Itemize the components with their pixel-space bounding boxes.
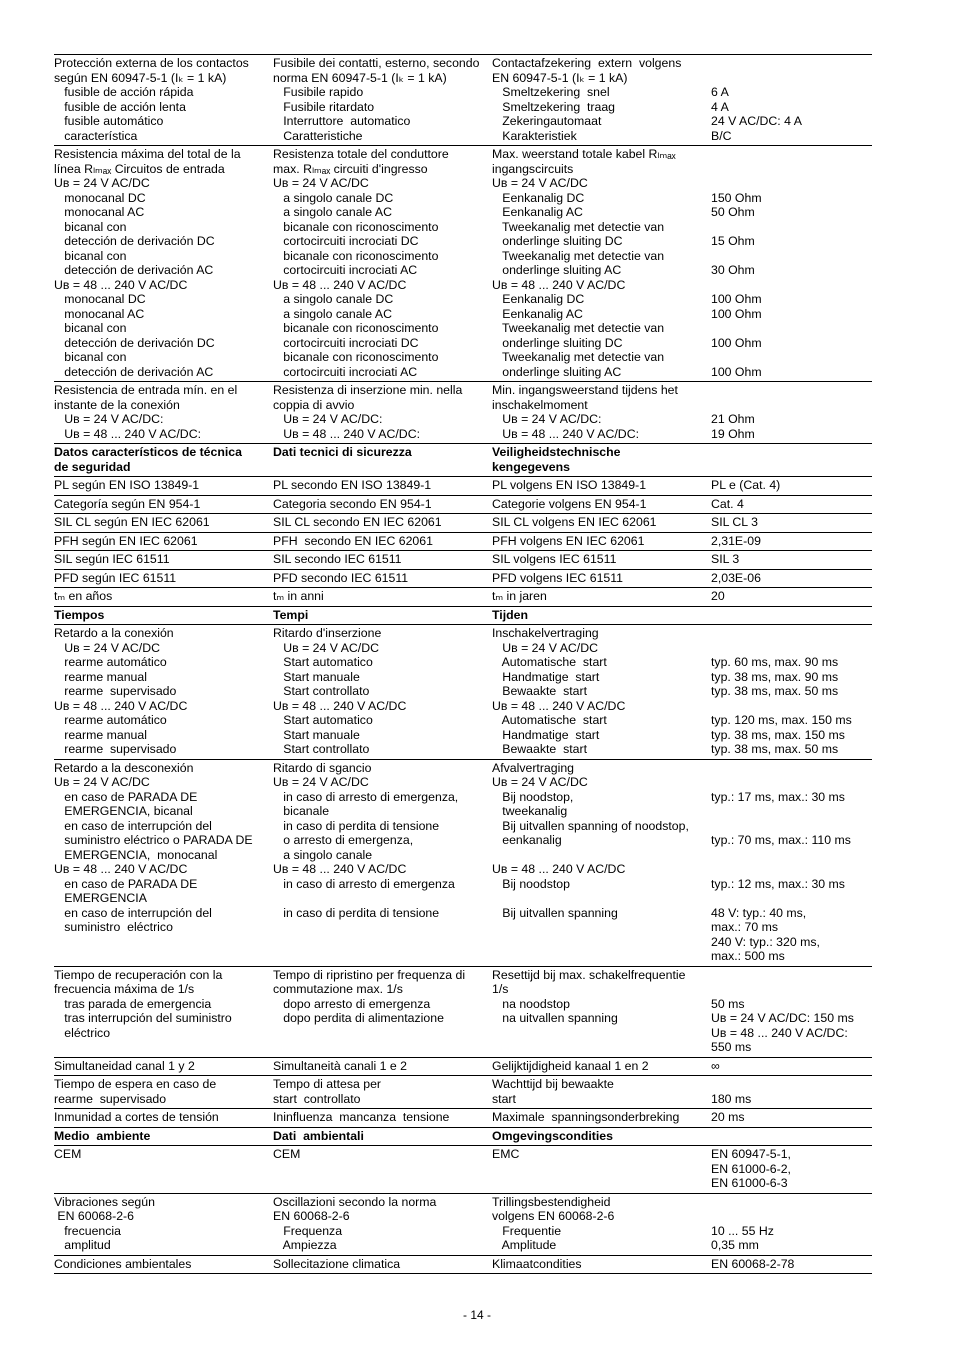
spec-row xyxy=(54,588,872,607)
value-cell: 21 Ohm 19 Ohm xyxy=(711,412,755,441)
italian-cell: PFD secondo IEC 61511 xyxy=(273,570,409,585)
spanish-cell: Vibraciones según EN 60068-2-6 frecuencia amplitud xyxy=(54,1194,155,1252)
value-cell: typ.: 17 ms, max.: 30 ms typ.: 70 ms, max.: 110 ms typ.: 12 ms, max.: 30 ms 48 V: typ.: 40 ms, max.: 70 ms 240 V: typ.: 320 ms, max.: 500 ms xyxy=(711,789,851,963)
dutch-cell: SIL CL volgens EN IEC 62061 xyxy=(492,515,657,529)
spanish-cell: Protección externa de los contactos según EN 60947-5-1 (Iₖ = 1 kA) fusible de acción rápida fusible de acción lenta fusible automático característica xyxy=(54,56,249,143)
italian-cell: PL secondo EN ISO 13849-1 xyxy=(273,478,432,492)
dutch-cell: EMC xyxy=(492,1147,520,1161)
spec-row xyxy=(54,1194,872,1256)
spec-row xyxy=(54,477,872,496)
italian-cell: Simultaneità canali 1 e 2 xyxy=(273,1058,407,1073)
spec-row xyxy=(54,1076,872,1109)
value-cell xyxy=(711,445,872,474)
value-cell: 20 ms xyxy=(711,1110,745,1124)
spec-table xyxy=(54,54,872,1274)
italian-cell: Ininfluenza mancanza tensione xyxy=(273,1110,450,1124)
value-cell: 180 ms xyxy=(711,1091,752,1106)
spanish-cell: PL según EN ISO 13849-1 xyxy=(54,478,200,492)
italian-cell: Dati tecnici di sicurezza xyxy=(273,445,412,459)
spanish-cell: Tiempos xyxy=(54,607,105,622)
dutch-cell: Trillingsbestendigheid volgens EN 60068-2-6 Frequentie Amplitude xyxy=(492,1194,615,1252)
spanish-cell: Categoría según EN 954-1 xyxy=(54,496,201,511)
value-cell: 6 A 4 A 24 V AC/DC: 4 A B/C xyxy=(711,85,802,143)
dutch-cell: Contactafzekering extern volgens EN 60947-5-1 (Iₖ = 1 kA) Smeltzekering snel Smeltzekering traag Zekeringautomaat Karakteristiek xyxy=(492,56,682,143)
value-cell: SIL CL 3 xyxy=(711,515,758,529)
value-cell: 10 ... 55 Hz 0,35 mm xyxy=(711,1223,774,1252)
spanish-cell: Retardo a la conexión Uʙ = 24 V AC/DC rearme automático rearme manual rearme supervisado Uʙ = 48 ... 240 V AC/DC rearme automático rearme manual rearme supervisado xyxy=(54,626,188,756)
spanish-cell: Medio ambiente xyxy=(54,1128,151,1143)
dutch-cell: PFD volgens IEC 61511 xyxy=(492,570,624,585)
spanish-cell: tₘ en años xyxy=(54,589,113,603)
italian-cell: Ritardo di sgancio Uʙ = 24 V AC/DC in caso di arresto di emergenza, bicanale in caso di perdita di tensione o arresto di emergenza, a singolo canale Uʙ = 48 ... 240 V AC/DC in caso di arresto di emergenza in caso di perdita di tensione xyxy=(273,760,459,920)
spec-row xyxy=(54,1058,872,1077)
value-cell xyxy=(711,1129,872,1144)
dutch-cell: Klimaatcondities xyxy=(492,1256,582,1271)
spec-row xyxy=(54,514,872,533)
value-cell: typ. 60 ms, max. 90 ms typ. 38 ms, max. 90 ms typ. 38 ms, max. 50 ms typ. 120 ms, max. 150 ms typ. 38 ms, max. 150 ms typ. 38 ms, max. 50 ms xyxy=(711,655,852,756)
dutch-cell: Afvalvertraging Uʙ = 24 V AC/DC Bij noodstop, tweekanalig Bij uitvallen spanning of noodstop, eenkanalig Uʙ = 48 ... 240 V AC/DC Bij noodstop Bij uitvallen spanning xyxy=(492,760,689,920)
value-cell: 150 Ohm 50 Ohm 15 Ohm 30 Ohm 100 Ohm 100 Ohm 100 Ohm 100 Ohm xyxy=(711,190,762,379)
value-cell: PL e (Cat. 4) xyxy=(711,478,781,492)
spec-row xyxy=(54,533,872,552)
italian-cell: Sollecitazione climatica xyxy=(273,1256,401,1271)
spec-row xyxy=(54,496,872,515)
dutch-cell: Gelijktijdigheid kanaal 1 en 2 xyxy=(492,1058,649,1073)
value-cell: 2,03E-06 xyxy=(711,570,761,585)
italian-cell: Fusibile dei contatti, esterno, secondo norma EN 60947-5-1 (Iₖ = 1 kA) Fusibile rapido Fusibile ritardato Interruttore automatico Caratteristiche xyxy=(273,56,480,143)
dutch-cell: Wachttijd bij bewaakte start xyxy=(492,1077,614,1106)
section-header-row xyxy=(54,1128,872,1147)
spanish-cell: Inmunidad a cortes de tensión xyxy=(54,1110,219,1124)
spec-row xyxy=(54,1109,872,1128)
value-cell xyxy=(711,608,872,623)
value-cell: 50 ms Uʙ = 24 V AC/DC: 150 ms Uʙ = 48 ... 240 V AC/DC: 550 ms xyxy=(711,996,854,1054)
section-header-row xyxy=(54,444,872,477)
value-cell: 2,31E-09 xyxy=(711,533,761,548)
spanish-cell: Resistencia máxima del total de la línea Rₗₘₐₓ Circuitos de entrada Uʙ = 24 V AC/DC monocanal DC monocanal AC bicanal con detección de derivación DC bicanal con detección de derivación AC Uʙ = 48 ... 240 V AC/DC monocanal DC monocanal AC bicanal con detección de derivación DC bicanal con detección de derivación AC xyxy=(54,147,241,379)
italian-cell: PFH secondo EN IEC 62061 xyxy=(273,533,433,548)
spanish-cell: SIL CL según EN IEC 62061 xyxy=(54,515,210,529)
value-cell: EN 60068-2-78 xyxy=(711,1256,795,1271)
dutch-cell: Min. ingangsweerstand tijdens het inschakelmoment Uʙ = 24 V AC/DC: Uʙ = 48 ... 240 V AC/DC: xyxy=(492,383,678,441)
spec-row xyxy=(54,1146,872,1194)
dutch-cell: Omgevingscondities xyxy=(492,1128,613,1143)
italian-cell: Tempi xyxy=(273,607,309,622)
spec-row xyxy=(54,551,872,570)
italian-cell: CEM xyxy=(273,1147,301,1161)
spec-row xyxy=(54,967,872,1058)
italian-cell: Categoria secondo EN 954-1 xyxy=(273,496,432,511)
spec-row xyxy=(54,1256,872,1275)
dutch-cell: SIL volgens IEC 61511 xyxy=(492,552,617,566)
dutch-cell: Resettijd bij max. schakelfrequentie 1/s na noodstop na uitvallen spanning xyxy=(492,967,686,1025)
dutch-cell: Max. weerstand totale kabel Rₗₘₐₓ ingangscircuits Uʙ = 24 V AC/DC Eenkanalig DC Eenkanalig AC Tweekanalig met detectie van onderlinge sluiting DC Tweekanalig met detectie van onderlinge sluiting AC Uʙ = 48 ... 240 V AC/DC Eenkanalig DC Eenkanalig AC Tweekanalig met detectie van onderlinge sluiting DC Tweekanalig met detectie van onderlinge sluiting AC xyxy=(492,147,676,379)
spanish-cell: Retardo a la desconexión Uʙ = 24 V AC/DC en caso de PARADA DE EMERGENCIA, bicanal en caso de interrupción del suministro eléctrico o PARADA DE EMERGENCIA, monocanal Uʙ = 48 ... 240 V AC/DC en caso de PARADA DE EMERGENCIA en caso de interrupción del suministro eléctrico xyxy=(54,760,253,934)
italian-cell: Dati ambientali xyxy=(273,1128,364,1143)
italian-cell: Tempo di attesa per start controllato xyxy=(273,1077,381,1106)
dutch-cell: PL volgens EN ISO 13849-1 xyxy=(492,478,647,492)
italian-cell: SIL secondo IEC 61511 xyxy=(273,552,402,566)
dutch-cell: Maximale spanningsonderbreking xyxy=(492,1110,680,1124)
dutch-cell: tₘ in jaren xyxy=(492,589,547,603)
value-cell: 20 xyxy=(711,589,725,603)
spanish-cell: Resistencia de entrada mín. en el instante de la conexión Uʙ = 24 V AC/DC: Uʙ = 48 ... 240 V AC/DC: xyxy=(54,383,238,441)
spanish-cell: Tiempo de recuperación con la frecuencia máxima de 1/s tras parada de emergencia tras interrupción del suministro eléctrico xyxy=(54,967,232,1040)
spanish-cell: Datos característicos de técnica de seguridad xyxy=(54,445,242,474)
dutch-cell: Veiligheidstechnische kengegevens xyxy=(492,445,621,474)
value-cell: EN 60947-5-1, EN 61000-6-2, EN 61000-6-3 xyxy=(711,1147,791,1190)
italian-cell: tₘ in anni xyxy=(273,589,324,603)
spanish-cell: CEM xyxy=(54,1147,82,1161)
spanish-cell: PFH según EN IEC 62061 xyxy=(54,533,198,548)
spanish-cell: Simultaneidad canal 1 y 2 xyxy=(54,1058,195,1073)
italian-cell: Resistenza totale del conduttore max. Rₗₘₐₓ circuiti d'ingresso Uʙ = 24 V AC/DC a singolo canale DC a singolo canale AC bicanale con riconoscimento cortocircuiti incrociati DC bicanale con riconoscimento cortocircuiti incrociati AC Uʙ = 48 ... 240 V AC/DC a singolo canale DC a singolo canale AC bicanale con riconoscimento cortocircuiti incrociati DC bicanale con riconoscimento cortocircuiti incrociati AC xyxy=(273,147,449,379)
spec-row xyxy=(54,625,872,760)
page-number: - 14 - xyxy=(462,1308,491,1322)
value-cell: Cat. 4 xyxy=(711,496,744,511)
italian-cell: SIL CL secondo EN IEC 62061 xyxy=(273,515,442,529)
italian-cell: Ritardo d'inserzione Uʙ = 24 V AC/DC Start automatico Start manuale Start controllato Uʙ = 48 ... 240 V AC/DC Start automatico Start manuale Start controllato xyxy=(273,626,407,756)
value-cell: ∞ xyxy=(711,1058,720,1073)
spanish-cell: Condiciones ambientales xyxy=(54,1256,192,1271)
spec-row xyxy=(54,382,872,444)
dutch-cell: Tijden xyxy=(492,607,528,622)
dutch-cell: PFH volgens EN IEC 62061 xyxy=(492,533,645,548)
value-cell: SIL 3 xyxy=(711,552,740,566)
spanish-cell: SIL según IEC 61511 xyxy=(54,552,170,566)
spanish-cell: Tiempo de espera en caso de rearme supervisado xyxy=(54,1077,217,1106)
spec-row xyxy=(54,570,872,589)
dutch-cell: Categorie volgens EN 954-1 xyxy=(492,496,647,511)
spec-row xyxy=(54,760,872,967)
italian-cell: Resistenza di inserzione min. nella coppia di avvio Uʙ = 24 V AC/DC: Uʙ = 48 ... 240 V AC/DC: xyxy=(273,383,463,441)
spec-row xyxy=(54,55,872,146)
spec-row xyxy=(54,146,872,382)
section-header-row xyxy=(54,607,872,626)
spanish-cell: PFD según IEC 61511 xyxy=(54,570,177,585)
italian-cell: Tempo di ripristino per frequenza di commutazione max. 1/s dopo arresto di emergenza dopo perdita di alimentazione xyxy=(273,967,466,1025)
dutch-cell: Inschakelvertraging Uʙ = 24 V AC/DC Automatische start Handmatige start Bewaakte start Uʙ = 48 ... 240 V AC/DC Automatische start Handmatige start Bewaakte start xyxy=(492,626,626,756)
italian-cell: Oscillazioni secondo la norma EN 60068-2-6 Frequenza Ampiezza xyxy=(273,1194,437,1252)
